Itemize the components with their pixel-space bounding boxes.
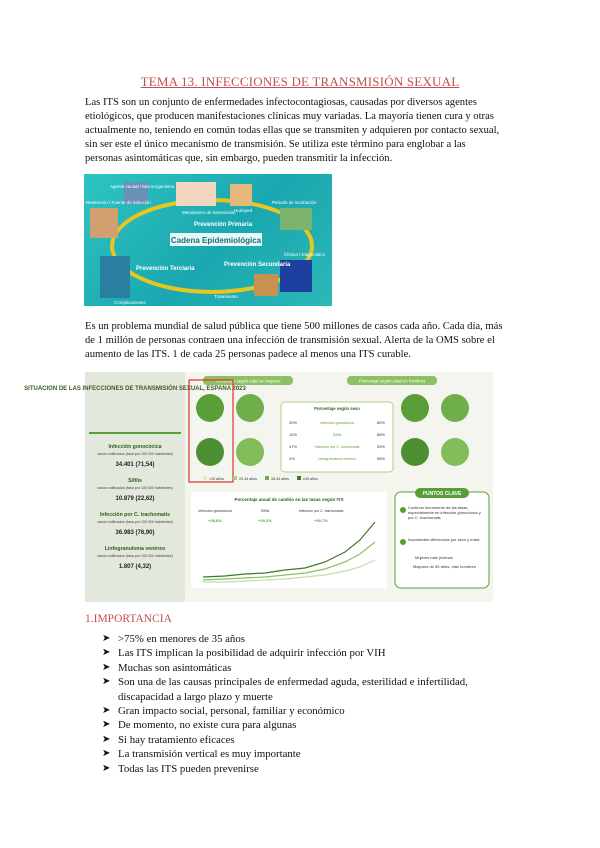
list-item: [102, 646, 498, 660]
intro-paragraph: Las ITS son un conjunto de enfermedades infectocontagiosas, causadas por diversos agentes etiológicos, que producen manifestaciones clínicas muy variadas. La mayoría tienen cura y otras actualmente no, teniendo en común todas ellas que se transmiten y adquieren por contacto sexual, sin ser este el único mecanismo de transmisión. Se utiliza este término para englobar a las personas asintomáticas que, sin embargo, pueden transmitir la infección.: [85, 97, 500, 164]
pie-men-1: [401, 394, 429, 422]
treatment-label: Tratamiento: [214, 294, 238, 299]
page-title: TEMA 13. INFECCIONES DE TRANSMISIÓN SEXUAL: [140, 74, 460, 89]
sex-female-4: 2%: [289, 456, 295, 461]
list-item-text: Las ITS implican la posibilidad de adquirir infección por VIH: [118, 647, 386, 660]
mechanism-label: Mecanismo de transmisión: [182, 210, 236, 215]
trend-value-1: +45,6%: [208, 518, 222, 523]
key-point-4-wrap: [413, 564, 485, 578]
legend-swatch-3: [265, 476, 269, 480]
list-item: [102, 718, 498, 732]
women-header: Porcentaje según edad en mujeres: [215, 378, 281, 384]
sex-box: [281, 402, 393, 472]
infographic-heading: SITUACION DE LAS INFECCIONES DE TRANSMISIÓN SEXUAL, ESPAÑA 2023: [24, 386, 246, 392]
stat-sub-2: casos notificados (tasa por 100.000 habitantes): [97, 486, 173, 490]
transmission-image: [176, 182, 216, 206]
list-item-text: De momento, no existe cura para algunas: [118, 719, 297, 732]
list-item-text: Si hay tratamiento eficaces: [118, 733, 235, 746]
sex-header: Porcentaje según sexo: [314, 406, 360, 411]
trend-chart-area: [191, 492, 387, 588]
trend-label-1: Infección gonocócica: [198, 509, 232, 513]
pie-women-1: [196, 394, 224, 422]
complications-image: [100, 256, 130, 298]
key-point-1: Continuo incremento de las tasas, especialmente en infección gonocócica y por C. trachomatis: [408, 505, 481, 520]
pie-men-2: [441, 394, 469, 422]
legend-4: ≥45 años: [303, 477, 318, 481]
agent-label: Agente causal / Microorganismo: [110, 184, 175, 189]
legend-2: 20-34 años: [239, 477, 257, 481]
sex-label-1: Infección gonocócica: [320, 421, 354, 425]
arrow-bullet-icon: ➤: [102, 705, 111, 717]
arrow-bullet-icon: ➤: [102, 719, 111, 731]
list-item: [102, 675, 498, 704]
complications-label: Complicaciones: [114, 300, 146, 305]
stat-name-3: Infección por C. trachomatis: [99, 512, 171, 518]
stat-value-2: 10.879 (22,62): [115, 496, 155, 502]
diagram-svg: [84, 174, 332, 306]
infographic-svg: [24, 372, 493, 602]
arrow-bullet-icon: ➤: [102, 676, 111, 688]
arrow-bullet-icon: ➤: [102, 661, 111, 673]
list-item-text: Todas las ITS pueden prevenirse: [118, 762, 259, 775]
host-label: Huésped: [234, 208, 253, 213]
legend-3: 35-44 años: [271, 477, 289, 481]
arrow-bullet-icon: ➤: [102, 733, 111, 745]
clinic-label: Clínica / Diagnóstico: [284, 252, 326, 257]
treatment-image: [254, 274, 278, 296]
key-bullet-2: [400, 539, 406, 545]
sex-male-3: 53%: [376, 444, 385, 449]
stat-value-3: 36.983 (76,90): [115, 530, 155, 536]
divider: [89, 432, 181, 434]
men-header: Porcentaje según edad en hombres: [358, 378, 426, 384]
incubation-label: Periodo de incubación: [272, 200, 317, 205]
legend-swatch-1: [203, 476, 207, 480]
legend-swatch-2: [233, 476, 237, 480]
list-item: [102, 747, 498, 761]
list-item-text: >75% en menores de 35 años: [118, 633, 245, 645]
key-title: PUNTOS CLAVE: [422, 491, 462, 497]
pie-men-3: [401, 438, 429, 466]
sex-label-2: Sífilis: [332, 433, 342, 437]
trend-label-2: Sífilis: [260, 509, 270, 513]
pie-men-4: [441, 438, 469, 466]
problem-paragraph: Es un problema mundial de salud pública que tiene 500 millones de casos cada año. Cada día, más de 1 millón de personas contraen una infección de transmisión sexual. Alerta de la OMS sobre el aumento de las ITS. 1 de cada 25 personas padece al menos una ITS curable.: [85, 321, 503, 360]
key-point-3: Mujeres más jóvenes: [415, 555, 453, 560]
secondary-prevention-label: Prevención Secundaria: [224, 262, 291, 268]
list-item: [102, 733, 498, 747]
stat-sub-1: casos notificados (tasa por 100.000 habitantes): [97, 452, 173, 456]
stat-name-1: Infección gonocócica: [108, 444, 162, 450]
list-item: [102, 762, 498, 776]
trend-value-2: +20,2%: [258, 518, 272, 523]
stat-name-2: Sífilis: [128, 478, 142, 484]
legend-1: <20 años: [209, 477, 224, 481]
list-item-text: Son una de las causas principales de enfermedad aguda, esterilidad e infertilidad, discapacidad a largo plazo y muerte: [118, 676, 468, 703]
trend-value-3: +30,7%: [314, 518, 328, 523]
stat-value-1: 34.401 (71,54): [115, 462, 155, 468]
key-point-2-wrap: [408, 537, 486, 551]
list-item: [102, 632, 498, 646]
reservoir-label: Reservorio / Fuente de infección: [86, 200, 151, 205]
key-point-2: Importantes diferencias por sexo y edad:: [408, 537, 481, 542]
pie-women-2: [236, 394, 264, 422]
sex-female-1: 20%: [289, 420, 298, 425]
pie-women-3: [196, 438, 224, 466]
sex-male-1: 80%: [376, 420, 385, 425]
arrow-bullet-icon: ➤: [102, 762, 111, 774]
sex-label-4: Linfogranuloma venéreo: [317, 457, 357, 461]
stat-sub-4: casos notificados (tasa por 100.000 habitantes): [97, 554, 173, 558]
host-image: [230, 184, 252, 206]
arrow-bullet-icon: ➤: [102, 647, 111, 659]
trend-title: Porcentaje anual de cambio en las tasas según ITS: [234, 497, 344, 502]
key-point-1-wrap: [408, 505, 486, 535]
list-item-text: La transmisión vertical es muy importante: [118, 748, 301, 761]
importance-list: [102, 632, 498, 776]
trend-label-3: Infección por C. trachomatis: [298, 509, 344, 513]
primary-prevention-label: Prevención Primaria: [194, 222, 253, 228]
center-label: Cadena Epidemiológica: [170, 236, 262, 245]
section-heading: 1.IMPORTANCIA: [85, 613, 172, 625]
pie-women-4: [236, 438, 264, 466]
reservoir-image: [90, 208, 118, 238]
list-item-text: Muchas son asintomáticas: [118, 661, 232, 674]
sex-female-3: 47%: [289, 444, 298, 449]
list-item: [102, 704, 498, 718]
stat-value-4: 1.807 (4,32): [118, 564, 152, 570]
sex-label-3: Infección por C. trachomatis: [314, 445, 360, 449]
list-item: [102, 661, 498, 675]
sex-male-2: 88%: [376, 432, 385, 437]
epidemiological-chain-diagram: [84, 174, 332, 306]
stat-sub-3: casos notificados (tasa por 100.000 habitantes): [97, 520, 173, 524]
clock-image: [280, 208, 312, 230]
arrow-bullet-icon: ➤: [102, 633, 111, 644]
list-item-text: Gran impacto social, personal, familiar y económico: [118, 705, 345, 718]
key-bullet-1: [400, 507, 406, 513]
arrow-bullet-icon: ➤: [102, 748, 111, 760]
sex-female-2: 12%: [289, 432, 298, 437]
stat-name-4: Linfogranuloma venéreo: [104, 546, 166, 552]
legend-swatch-4: [297, 476, 301, 480]
sex-male-4: 98%: [376, 456, 385, 461]
sti-situation-infographic: [24, 372, 493, 602]
tertiary-prevention-label: Prevención Terciaria: [136, 266, 195, 272]
key-point-4: Mayores de 55 años, más hombres: [413, 564, 476, 569]
